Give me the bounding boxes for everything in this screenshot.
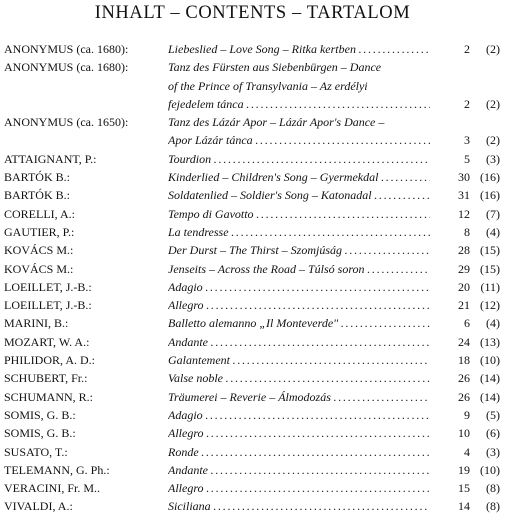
piece-title-text: Allegro . . . — [168, 424, 430, 442]
piece-title-line — [168, 150, 504, 168]
part-page-number: (8) — [486, 499, 500, 514]
contents-entry — [4, 424, 504, 442]
page-number: 10 — [458, 426, 470, 441]
piece-title-block — [168, 205, 504, 223]
page-number: 30 — [458, 170, 470, 185]
piece-title-line — [168, 205, 504, 223]
piece-title-text: Allegro . . . — [168, 479, 430, 497]
part-page-number: (11) — [480, 279, 500, 294]
contents-entry — [4, 479, 504, 497]
piece-title-block — [168, 424, 504, 442]
composer-name: SCHUMANN, R.: — [4, 389, 94, 404]
composer-name: BARTÓK B.: — [4, 170, 70, 185]
piece-title-line — [168, 388, 504, 406]
composer-name: GAUTIER, P.: — [4, 224, 75, 239]
part-page-number: (4) — [486, 224, 500, 239]
piece-title-text: Soldatenlied – Soldier's Song – Katonadal . . . — [168, 186, 430, 204]
contents-entry — [4, 186, 504, 204]
composer-name: ANONYMUS (ca. 1650): — [4, 115, 129, 130]
piece-title-line — [168, 168, 504, 186]
page-number: 6 — [464, 316, 470, 331]
piece-title-line — [168, 40, 504, 58]
piece-title-text: Liebeslied – Love Song – Ritka kertben . . . — [168, 40, 430, 58]
page-number: 5 — [464, 151, 470, 166]
contents-entry — [4, 40, 504, 58]
piece-title-block — [168, 461, 504, 479]
composer-name: MARINI, B.: — [4, 316, 69, 331]
piece-title-text: Allegro . . . — [168, 296, 430, 314]
piece-title-block — [168, 168, 504, 186]
piece-title-text: Kinderlied – Children's Song – Gyermekdal . . . — [168, 168, 430, 186]
part-page-number: (14) — [480, 371, 500, 386]
piece-title-text: fejedelem tánca . . . — [168, 95, 430, 113]
composer-name: TELEMANN, G. Ph.: — [4, 462, 110, 477]
page-number: 31 — [458, 188, 470, 203]
part-page-number: (16) — [480, 188, 500, 203]
piece-title-line — [168, 131, 504, 149]
composer-name: ANONYMUS (ca. 1680): — [4, 60, 129, 75]
contents-list — [4, 40, 504, 516]
contents-entry — [4, 406, 504, 424]
piece-title-line — [168, 497, 504, 515]
page-number: 4 — [464, 444, 470, 459]
page-number: 20 — [458, 279, 470, 294]
page-number: 2 — [464, 42, 470, 56]
part-page-number: (3) — [486, 151, 500, 166]
composer-name: ATTAIGNANT, P.: — [4, 151, 97, 166]
piece-title-block — [168, 186, 504, 204]
page-number: 15 — [458, 481, 470, 496]
piece-title-text: Valse noble . . . — [168, 369, 430, 387]
page-number: 21 — [458, 298, 470, 313]
piece-title-block — [168, 241, 504, 259]
piece-title-text: Tanz des Lázár Apor – Lázár Apor's Dance – — [168, 115, 385, 130]
piece-title-line — [168, 461, 504, 479]
composer-name: VERACINI, Fr. M.. — [4, 481, 101, 496]
page-number: 3 — [464, 133, 470, 148]
piece-title-block — [168, 351, 504, 369]
piece-title-line — [168, 77, 504, 95]
composer-name: KOVÁCS M.: — [4, 261, 74, 276]
piece-title-block — [168, 296, 504, 314]
piece-title-line — [168, 424, 504, 442]
piece-title-block — [168, 40, 504, 58]
contents-entry — [4, 58, 504, 113]
contents-entry — [4, 278, 504, 296]
composer-name: MOZART, W. A.: — [4, 334, 90, 349]
piece-title-text: Adagio . . . — [168, 406, 430, 424]
piece-title-text: Adagio . . . — [168, 278, 430, 296]
composer-name: SOMIS, G. B.: — [4, 426, 76, 441]
piece-title-text: La tendresse . . . — [168, 223, 430, 241]
piece-title-block — [168, 406, 504, 424]
piece-title-text: Der Durst – The Thirst – Szomjúság . . . — [168, 241, 430, 259]
piece-title-block — [168, 314, 504, 332]
page-title: INHALT – CONTENTS – TARTALOM — [94, 3, 411, 23]
piece-title-line — [168, 314, 504, 332]
composer-name: VIVALDI, A.: — [4, 499, 73, 514]
contents-entry — [4, 296, 504, 314]
piece-title-block — [168, 260, 504, 278]
contents-entry — [4, 461, 504, 479]
piece-title-block — [168, 113, 504, 150]
composer-name: PHILIDOR, A. D.: — [4, 353, 96, 368]
piece-title-line — [168, 278, 504, 296]
page-number: 14 — [458, 499, 470, 514]
part-page-number: (14) — [480, 389, 500, 404]
piece-title-line — [168, 296, 504, 314]
piece-title-line — [168, 223, 504, 241]
piece-title-text: Apor Lázár tánca . . . — [168, 131, 430, 149]
page-number: 2 — [464, 96, 470, 111]
piece-title-block — [168, 443, 504, 461]
contents-entry — [4, 150, 504, 168]
piece-title-line — [168, 369, 504, 387]
page-number: 19 — [458, 462, 470, 477]
page-number: 24 — [458, 334, 470, 349]
part-page-number: (16) — [480, 170, 500, 185]
composer-name: KOVÁCS M.: — [4, 243, 74, 258]
composer-name: BARTÓK B.: — [4, 188, 70, 203]
piece-title-text: Andante . . . — [168, 461, 430, 479]
part-page-number: (2) — [486, 133, 500, 148]
piece-title-line — [168, 333, 504, 351]
composer-name: SOMIS, G. B.: — [4, 407, 76, 422]
contents-entry — [4, 443, 504, 461]
piece-title-text: Tanz des Fürsten aus Siebenbürgen – Dance — [168, 60, 382, 75]
composer-name: LOEILLET, J.-B.: — [4, 298, 92, 313]
piece-title-line — [168, 241, 504, 259]
contents-entry — [4, 497, 504, 515]
page-number: 28 — [458, 243, 470, 258]
piece-title-line — [168, 406, 504, 424]
part-page-number: (5) — [486, 407, 500, 422]
piece-title-block — [168, 497, 504, 515]
piece-title-block — [168, 388, 504, 406]
piece-title-block — [168, 150, 504, 168]
contents-entry — [4, 168, 504, 186]
part-page-number: (2) — [486, 42, 500, 56]
page-number: 26 — [458, 371, 470, 386]
piece-title-line — [168, 479, 504, 497]
piece-title-block — [168, 58, 504, 113]
piece-title-line — [168, 186, 504, 204]
piece-title-text: Tempo di Gavotto . . . — [168, 205, 430, 223]
contents-entry — [4, 351, 504, 369]
part-page-number: (4) — [486, 316, 500, 331]
piece-title-text: Ronde . . . — [168, 443, 430, 461]
composer-name: SUSATO, T.: — [4, 444, 68, 459]
contents-entry — [4, 223, 504, 241]
page-number: 8 — [464, 224, 470, 239]
piece-title-text: Balletto alemanno „Il Monteverde" . . . — [168, 314, 430, 332]
piece-title-text: Jenseits – Across the Road – Túlsó soron . . . — [168, 260, 430, 278]
page-number: 12 — [458, 206, 470, 221]
piece-title-block — [168, 479, 504, 497]
part-page-number: (12) — [480, 298, 500, 313]
page-number: 9 — [464, 407, 470, 422]
part-page-number: (8) — [486, 481, 500, 496]
part-page-number: (6) — [486, 426, 500, 441]
piece-title-text: Träumerei – Reverie – Álmodozás . . . — [168, 388, 430, 406]
part-page-number: (15) — [480, 243, 500, 258]
part-page-number: (10) — [480, 462, 500, 477]
contents-entry — [4, 113, 504, 150]
piece-title-line — [168, 58, 504, 76]
contents-entry — [4, 260, 504, 278]
composer-name: LOEILLET, J.-B.: — [4, 279, 92, 294]
composer-name: SCHUBERT, Fr.: — [4, 371, 88, 386]
contents-entry — [4, 388, 504, 406]
piece-title-line — [168, 113, 504, 131]
part-page-number: (15) — [480, 261, 500, 276]
piece-title-text: Galantement . . . — [168, 351, 430, 369]
piece-title-text: of the Prince of Transylvania – Az erdélyi — [168, 78, 368, 93]
page-number: 29 — [458, 261, 470, 276]
composer-name: CORELLI, A.: — [4, 206, 75, 221]
piece-title-line — [168, 443, 504, 461]
contents-entry — [4, 205, 504, 223]
contents-entry — [4, 241, 504, 259]
piece-title-line — [168, 260, 504, 278]
piece-title-line — [168, 95, 504, 113]
piece-title-text: Siciliana . . . — [168, 497, 430, 515]
contents-entry — [4, 314, 504, 332]
page-number: 26 — [458, 389, 470, 404]
part-page-number: (2) — [486, 96, 500, 111]
piece-title-text: Tourdion . . . — [168, 150, 430, 168]
piece-title-block — [168, 369, 504, 387]
part-page-number: (13) — [480, 334, 500, 349]
piece-title-block — [168, 333, 504, 351]
piece-title-block — [168, 223, 504, 241]
piece-title-text: Andante . . . — [168, 333, 430, 351]
piece-title-block — [168, 278, 504, 296]
part-page-number: (7) — [486, 206, 500, 221]
part-page-number: (3) — [486, 444, 500, 459]
contents-entry — [4, 333, 504, 351]
part-page-number: (10) — [480, 353, 500, 368]
page-number: 18 — [458, 353, 470, 368]
composer-name: ANONYMUS (ca. 1680): — [4, 42, 129, 56]
contents-entry — [4, 369, 504, 387]
piece-title-line — [168, 351, 504, 369]
